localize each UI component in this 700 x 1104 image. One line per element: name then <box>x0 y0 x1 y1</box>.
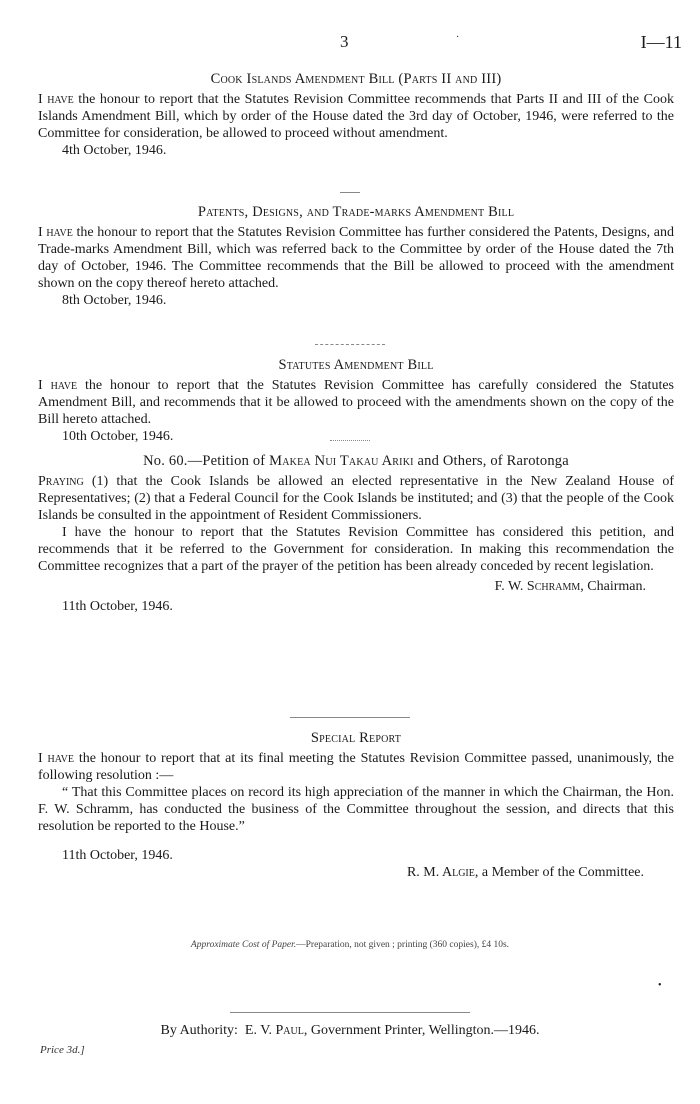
title-suffix: and Others, of Rarotonga <box>417 453 569 469</box>
page-header <box>0 32 700 56</box>
section-statutes-amendment-bill <box>38 356 674 445</box>
section-title <box>38 452 674 470</box>
section-date: 10th October, 1946. <box>62 429 174 444</box>
signature-name: F. W. Schramm, <box>494 579 584 594</box>
signature-name: R. M. Algie, <box>406 865 479 880</box>
resolution-text: “ That this Committee places on record its high appreciation of the manner in which the Chairman, the Hon. F. W. Schramm, has conducted the business of the Committee throughout the session, and directs that this resolution be reported to the House.” <box>38 785 674 834</box>
signature-role: a Member of the Committee. <box>481 865 644 880</box>
section-title: Patents, Designs, and Trade-marks Amendment Bill <box>197 204 515 220</box>
divider <box>340 192 360 193</box>
section-title: Statutes Amendment Bill <box>278 357 434 373</box>
cost-of-paper <box>0 940 700 950</box>
paragraph-lead: I have <box>38 92 74 107</box>
paragraph-body: the honour to report that the Statutes Revision Committee recommends that Parts II and III of the Cook Islands Amendment Bill, which by order of the House dated the 3rd day of October, 1946, were referred to the Committee for consideration, be allowed to proceed without amendment. <box>38 92 675 141</box>
section-paragraph-2: I have the honour to report that the Statutes Revision Committee has considered this petition, and recommends that it be referred to the Government for consideration. In making this recommendation the Committee recognizes that a part of the prayer of the petition has been already conceded by recent legislation. <box>38 525 674 574</box>
printer-name: E. V. Paul, <box>244 1023 308 1038</box>
section-paragraph <box>38 224 674 292</box>
paragraph-lead: I have <box>38 378 78 393</box>
divider <box>330 440 370 441</box>
paragraph-body: the honour to report that the Statutes Revision Committee has carefully considered the Statutes Amendment Bill, and recommends that it be allowed to proceed with the amendments shown on the copy of the Bill hereto attached. <box>38 378 675 427</box>
paragraph-lead: Praying <box>38 474 84 489</box>
document-reference: I—11 <box>640 32 682 52</box>
margin-mark: • <box>658 980 662 991</box>
printer-imprint <box>0 1023 700 1039</box>
section-patents-bill <box>38 203 674 309</box>
section-petition-60 <box>38 452 674 615</box>
cost-text: —Preparation, not given ; printing (360 copies), £4 10s. <box>296 940 510 950</box>
petitioner-name: Makea Nui Takau Ariki <box>269 453 414 469</box>
section-paragraph <box>38 91 674 142</box>
footer-divider <box>230 1012 470 1013</box>
divider <box>315 344 385 345</box>
paragraph-body: the honour to report that the Statutes Revision Committee has further considered the Patents, Designs, and Trade-marks Amendment Bill, which was referred back to the Committee by order of the House dated the 7th day of October, 1946. The Committee recommends that the Bill be allowed to proceed with the amendment shown on the copy thereof hereto attached. <box>38 225 674 291</box>
section-cook-islands-bill <box>38 70 674 159</box>
paragraph-lead: I have <box>38 751 74 766</box>
section-special-report <box>38 729 674 881</box>
header-dot: · <box>456 32 460 43</box>
section-title: Cook Islands Amendment Bill (Parts II and III) <box>210 71 502 87</box>
printer-prefix: By Authority: <box>160 1023 238 1038</box>
signature-role: Chairman. <box>587 579 646 594</box>
section-title: Special Report <box>310 730 402 746</box>
paragraph-lead: I have <box>38 225 73 240</box>
paragraph-body: (1) that the Cook Islands be allowed an elected representative in the New Zealand House of Representatives; (2) that a Federal Council for the Cook Islands be instituted; and (3) that the people of the Cook Islands be consulted in the appointment of Resident Commissioners. <box>38 474 674 523</box>
section-paragraph <box>38 473 674 524</box>
printer-suffix: Government Printer, Wellington.—1946. <box>310 1023 540 1038</box>
cost-label: Approximate Cost of Paper. <box>190 940 297 950</box>
paragraph-body: the honour to report that at its final meeting the Statutes Revision Committee passed, unanimously, the following resolution :— <box>38 751 675 783</box>
section-paragraph <box>38 750 674 784</box>
member-signature <box>38 864 644 881</box>
section-date: 11th October, 1946. <box>62 848 173 863</box>
page-number: 3 <box>340 32 349 51</box>
section-paragraph <box>38 377 674 428</box>
section-date: 11th October, 1946. <box>62 599 173 614</box>
divider <box>290 717 410 718</box>
title-prefix: No. 60.—Petition of <box>143 453 266 469</box>
section-date: 4th October, 1946. <box>62 143 167 158</box>
chairman-signature <box>38 578 646 595</box>
price: Price 3d.] <box>40 1044 85 1056</box>
section-date: 8th October, 1946. <box>62 293 167 308</box>
